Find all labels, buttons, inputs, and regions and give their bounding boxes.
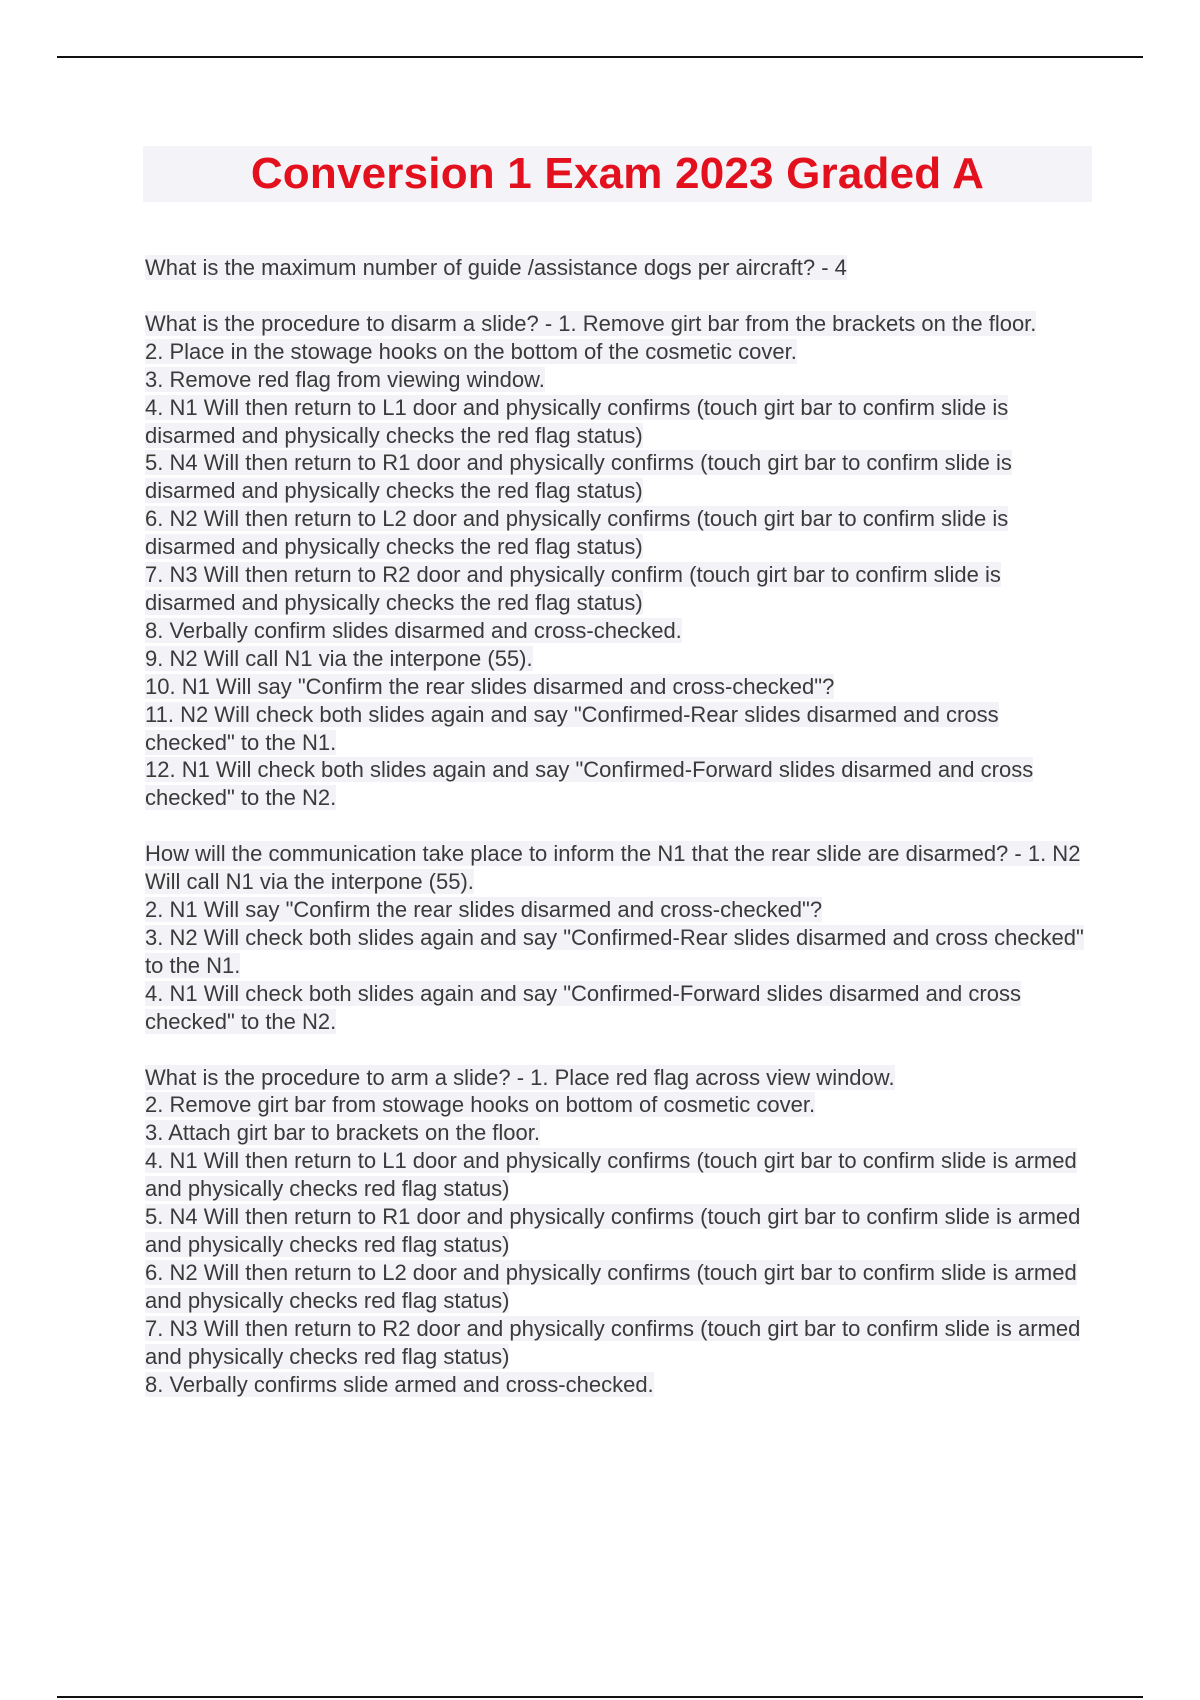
text-line-content: 5. N4 Will then return to R1 door and physically confirms (touch girt bar to confirm slide is disarmed and physically checks the red flag status) [145, 450, 1012, 504]
qa-item-disarm-slide [145, 310, 1090, 812]
text-line [145, 394, 1090, 450]
text-line-content: 4. N1 Will then return to L1 door and physically confirms (touch girt bar to confirm slide is disarmed and physically checks the red flag status) [145, 394, 1009, 448]
qa-item-dogs [145, 254, 1090, 282]
text-line-content: 8. Verbally confirm slides disarmed and cross-checked. [145, 617, 682, 643]
text-line [145, 617, 1090, 645]
text-line [145, 896, 1090, 924]
document-body [145, 254, 1090, 1426]
text-line [145, 1371, 1090, 1399]
text-line-content: 9. N2 Will call N1 via the interpone (55). [145, 645, 533, 671]
page-title: Conversion 1 Exam 2023 Graded A [250, 149, 985, 198]
top-divider [57, 56, 1143, 58]
text-line [145, 701, 1090, 757]
title-banner [143, 146, 1092, 202]
text-line [145, 756, 1090, 812]
text-line-content: 12. N1 Will check both slides again and say "Confirmed-Forward slides disarmed and cross checked" to the N2. [145, 757, 1034, 811]
text-line [145, 505, 1090, 561]
text-line [145, 1259, 1090, 1315]
text-line-content: 7. N3 Will then return to R2 door and physically confirms (touch girt bar to confirm slide is armed and physically checks red flag status) [145, 1315, 1081, 1369]
text-line-content: What is the procedure to arm a slide? - 1. Place red flag across view window. [145, 1064, 895, 1090]
text-line-content: 10. N1 Will say "Confirm the rear slides disarmed and cross-checked"? [145, 673, 835, 699]
qa-item-communication [145, 840, 1090, 1035]
text-line [145, 1203, 1090, 1259]
text-line-content: 11. N2 Will check both slides again and say "Confirmed-Rear slides disarmed and cross checked" to the N1. [145, 701, 999, 755]
text-line [145, 840, 1090, 896]
text-line [145, 366, 1090, 394]
text-line [145, 254, 1090, 282]
text-line-content: 2. Remove girt bar from stowage hooks on bottom of cosmetic cover. [145, 1092, 816, 1118]
text-line [145, 449, 1090, 505]
text-line [145, 1091, 1090, 1119]
text-line [145, 1064, 1090, 1092]
text-line-content: 8. Verbally confirms slide armed and cross-checked. [145, 1371, 654, 1397]
text-line [145, 310, 1090, 338]
text-line-content: 2. Place in the stowage hooks on the bottom of the cosmetic cover. [145, 338, 797, 364]
text-line [145, 980, 1090, 1036]
text-line-content: 3. Remove red flag from viewing window. [145, 366, 545, 392]
text-line-content: 2. N1 Will say "Confirm the rear slides disarmed and cross-checked"? [145, 897, 823, 923]
text-line-content: 6. N2 Will then return to L2 door and physically confirms (touch girt bar to confirm slide is disarmed and physically checks the red flag status) [145, 506, 1009, 560]
text-line-content: 4. N1 Will check both slides again and say "Confirmed-Forward slides disarmed and cross checked" to the N2. [145, 980, 1021, 1034]
text-line-content: How will the communication take place to inform the N1 that the rear slide are disarmed? - 1. N2 Will call N1 via the interpone (55). [145, 841, 1081, 895]
text-line [145, 561, 1090, 617]
text-line-content: 6. N2 Will then return to L2 door and physically confirms (touch girt bar to confirm slide is armed and physically checks red flag status) [145, 1259, 1077, 1313]
text-line-content: 3. Attach girt bar to brackets on the floor. [145, 1120, 541, 1146]
text-line [145, 338, 1090, 366]
bottom-divider [57, 1696, 1143, 1698]
text-line-content: What is the maximum number of guide /assistance dogs per aircraft? - 4 [145, 255, 847, 280]
text-line-content: 7. N3 Will then return to R2 door and physically confirm (touch girt bar to confirm slide is disarmed and physically checks the red flag status) [145, 562, 1001, 615]
text-line [145, 924, 1090, 980]
qa-item-arm-slide [145, 1064, 1090, 1399]
text-line [145, 1119, 1090, 1147]
text-line [145, 1315, 1090, 1371]
text-line [145, 1147, 1090, 1203]
text-line-content: 5. N4 Will then return to R1 door and physically confirms (touch girt bar to confirm slide is armed and physically checks red flag status) [145, 1204, 1081, 1257]
text-line [145, 645, 1090, 673]
text-line-content: 4. N1 Will then return to L1 door and physically confirms (touch girt bar to confirm slide is armed and physically checks red flag status) [145, 1148, 1077, 1202]
text-line-content: What is the procedure to disarm a slide? - 1. Remove girt bar from the brackets on the floor. [145, 310, 1037, 336]
text-line [145, 673, 1090, 701]
text-line-content: 3. N2 Will check both slides again and say "Confirmed-Rear slides disarmed and cross checked" to the N1. [145, 924, 1084, 978]
